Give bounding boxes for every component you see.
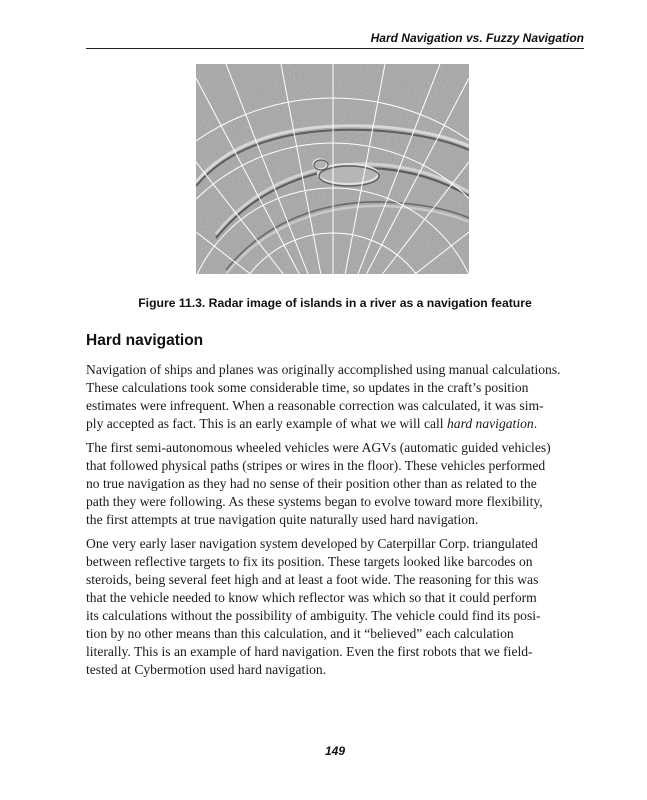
text-line: tion by no other means than this calculation, and it “believed” each calculation	[86, 626, 514, 641]
text-line	[86, 415, 586, 433]
emphasis-term: hard navigation	[446, 416, 534, 431]
figure-caption: Figure 11.3. Radar image of islands in a river as a navigation feature	[138, 296, 532, 310]
text-line: steroids, being several feet high and at least a foot wide. The reasoning for this was	[86, 572, 539, 587]
text-line: Navigation of ships and planes was originally accomplished using manual calculations.	[86, 362, 561, 377]
text-line: that the vehicle needed to know which reflector was which so that it could perform	[86, 590, 537, 605]
text-run: ply accepted as fact. This is an early example of what we will call	[86, 416, 447, 431]
text-line: between reflective targets to fix its position. These targets looked like barcodes on	[86, 554, 533, 569]
text-line: path they were following. As these systems began to evolve toward more flexibility,	[86, 494, 543, 509]
paragraph-1	[86, 361, 586, 433]
text-line: estimates were infrequent. When a reasonable correction was calculated, it was sim-	[86, 398, 544, 413]
text-line: One very early laser navigation system developed by Caterpillar Corp. triangulated	[86, 536, 538, 551]
header-rule	[86, 48, 584, 49]
text-line: that followed physical paths (stripes or wires in the floor). These vehicles performed	[86, 458, 546, 473]
text-run: .	[533, 416, 538, 431]
radar-image	[196, 64, 469, 274]
text-line: the first attempts at true navigation quite naturally used hard navigation.	[86, 512, 479, 527]
text-line: literally. This is an example of hard navigation. Even the first robots that we field-	[86, 644, 533, 659]
text-line: The first semi-autonomous wheeled vehicles were AGVs (automatic guided vehicles)	[86, 440, 551, 455]
page-number: 149	[324, 744, 346, 758]
text-line: These calculations took some considerable time, so updates in the craft’s position	[86, 380, 529, 395]
paragraph-2	[86, 439, 586, 529]
text-line: tested at Cybermotion used hard navigation.	[86, 662, 327, 677]
paragraph-3	[86, 535, 586, 679]
text-line: its calculations without the possibility of ambiguity. The vehicle could find its posi-	[86, 608, 541, 623]
running-head: Hard Navigation vs. Fuzzy Navigation	[370, 31, 584, 45]
section-heading: Hard navigation	[86, 332, 204, 349]
text-line: no true navigation as they had no sense of their position other than as related to the	[86, 476, 537, 491]
body-text	[86, 361, 586, 685]
